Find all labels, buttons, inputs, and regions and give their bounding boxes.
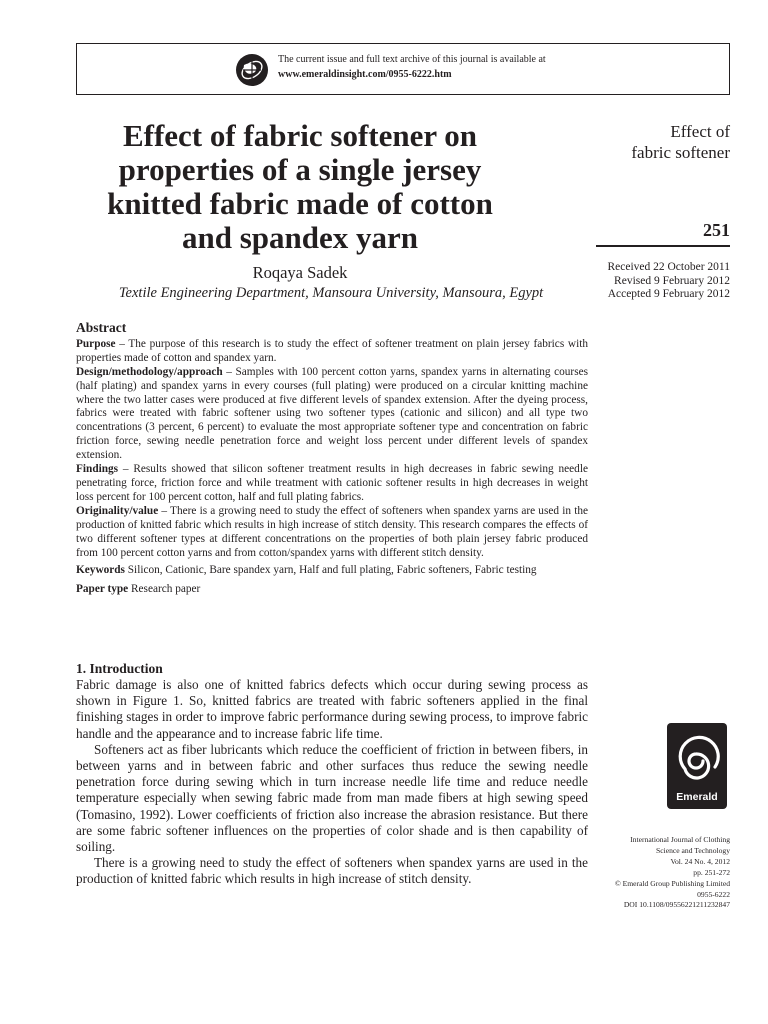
paper-type (76, 583, 588, 597)
introduction-body (76, 677, 588, 888)
findings-label: Findings (76, 463, 119, 476)
abstract-section (76, 321, 588, 598)
author-affiliation: Textile Engineering Department, Mansoura University, Mansoura, Egypt (118, 285, 544, 301)
paper-type-text: Research paper (128, 583, 201, 596)
originality-text: – There is a growing need to study the effect of softeners when spandex yarns are used in the production of knitted fabric which results in high increase of stitch density. This research compares the effects of two different softener types at different concentrations on the properties of both plain jersey fabric produced from 100 percent cotton yarns and from cotton/spandex yarns with different stitch density. (76, 505, 588, 559)
archive-banner (76, 43, 730, 95)
journal-url-link[interactable]: www.emeraldinsight.com/0955-6222.htm (278, 69, 452, 80)
emerald-spiral-icon (667, 725, 727, 791)
date-received: Received 22 October 2011 (607, 261, 730, 273)
intro-paragraph-2: Softeners act as fiber lubricants which reduce the coefficient of friction in between fibers, in between yarns and in between fabric and other surfaces thus reduce the sewing needle penetration force during sewing which in turn increase needle life time and reduce needle temperature especially when sewing fabric made from man made fibers at high sewing speed (Tomasino, 1992). Lower coefficients of friction also increase the abrasion resistance. But there are some fabric softener influences on the properties of color shade and is then capability of soiling. (76, 741, 588, 855)
findings-text: – Results showed that silicon softener treatment results in high decreases in fabric sewing needle penetrating force, friction force and while treatment with cationic softener results in high decreases in weight loss percent for 100 percent cotton, half and full plating fabrics. (76, 463, 588, 503)
journal-copyright: © Emerald Group Publishing Limited (614, 878, 730, 888)
keywords-label: Keywords (76, 564, 125, 577)
page-number: 251 (703, 220, 730, 240)
design-text: – Samples with 100 percent cotton yarns, spandex yarns in alternating courses (half plating) and spandex yarns in every courses (full plating) were produced on a circular knitting machine where the two latter cases were produced at five different levels of spandex extension. After the dyeing process, fabrics were treated with fabric softener using two softener types (cationic and silicon) and all type two concentrations (3 percent, 6 percent) to evaluate the most appropriate softener type and concentration on fabric friction force, sewing needle penetration force and weight loss percent under different levels of spandex extension. (76, 365, 588, 461)
journal-name-line-2: Science and Technology (656, 845, 730, 855)
abstract-purpose (76, 338, 588, 366)
author-name: Roqaya Sadek (252, 263, 348, 282)
journal-issn: 0955-6222 (697, 889, 730, 899)
paper-type-label: Paper type (76, 583, 129, 596)
running-head (560, 121, 730, 163)
keywords (76, 564, 588, 578)
abstract-design (76, 366, 588, 463)
running-head-line-2: fabric softener (631, 143, 730, 162)
purpose-text: – The purpose of this research is to study the effect of softener treatment on plain jersey fabrics with properties made of cotton and spandex yarn. (76, 337, 588, 364)
archive-notice: The current issue and full text archive of this journal is available at (278, 54, 546, 65)
abstract-heading: Abstract (76, 320, 127, 335)
intro-paragraph-1: Fabric damage is also one of knitted fabrics defects which occur during sewing process as shown in Figure 1. So, knitted fabrics are treated with fabric softeners applied in the final finishing stages in order to improve fabric performance during sewing process, to improve fabric handle and the appearance and to increase fabric life time. (76, 677, 588, 741)
design-label: Design/methodology/approach (76, 365, 223, 378)
date-accepted: Accepted 9 February 2012 (607, 288, 730, 300)
originality-label: Originality/value (76, 505, 159, 518)
journal-name-line-1: International Journal of Clothing (630, 835, 730, 844)
purpose-label: Purpose (76, 337, 116, 350)
margin-rule (596, 245, 730, 247)
date-revised: Revised 9 February 2012 (614, 274, 730, 287)
keywords-text: Silicon, Cationic, Bare spandex yarn, Half and full plating, Fabric softeners, Fabric testing (124, 564, 537, 577)
journal-pages: pp. 251-272 (693, 867, 730, 877)
emerald-logo-label: Emerald (676, 791, 718, 803)
globe-icon (235, 53, 269, 87)
journal-volume: Vol. 24 No. 4, 2012 (670, 856, 730, 866)
abstract-findings (76, 463, 588, 504)
journal-doi: DOI 10.1108/09556221211232847 (623, 900, 730, 910)
journal-info (540, 835, 730, 911)
article-title: Effect of fabric softener on properties of a single jersey knitted fabric made of cotton and spandex yarn (107, 118, 493, 255)
running-head-line-1: Effect of (670, 122, 730, 141)
abstract-originality (76, 505, 588, 560)
intro-paragraph-3: There is a growing need to study the effect of softeners when spandex yarns are used in the production of knitted fabric which results in high increase of stitch density. (76, 855, 588, 887)
introduction-heading: 1. Introduction (76, 661, 163, 676)
emerald-logo (667, 723, 727, 809)
